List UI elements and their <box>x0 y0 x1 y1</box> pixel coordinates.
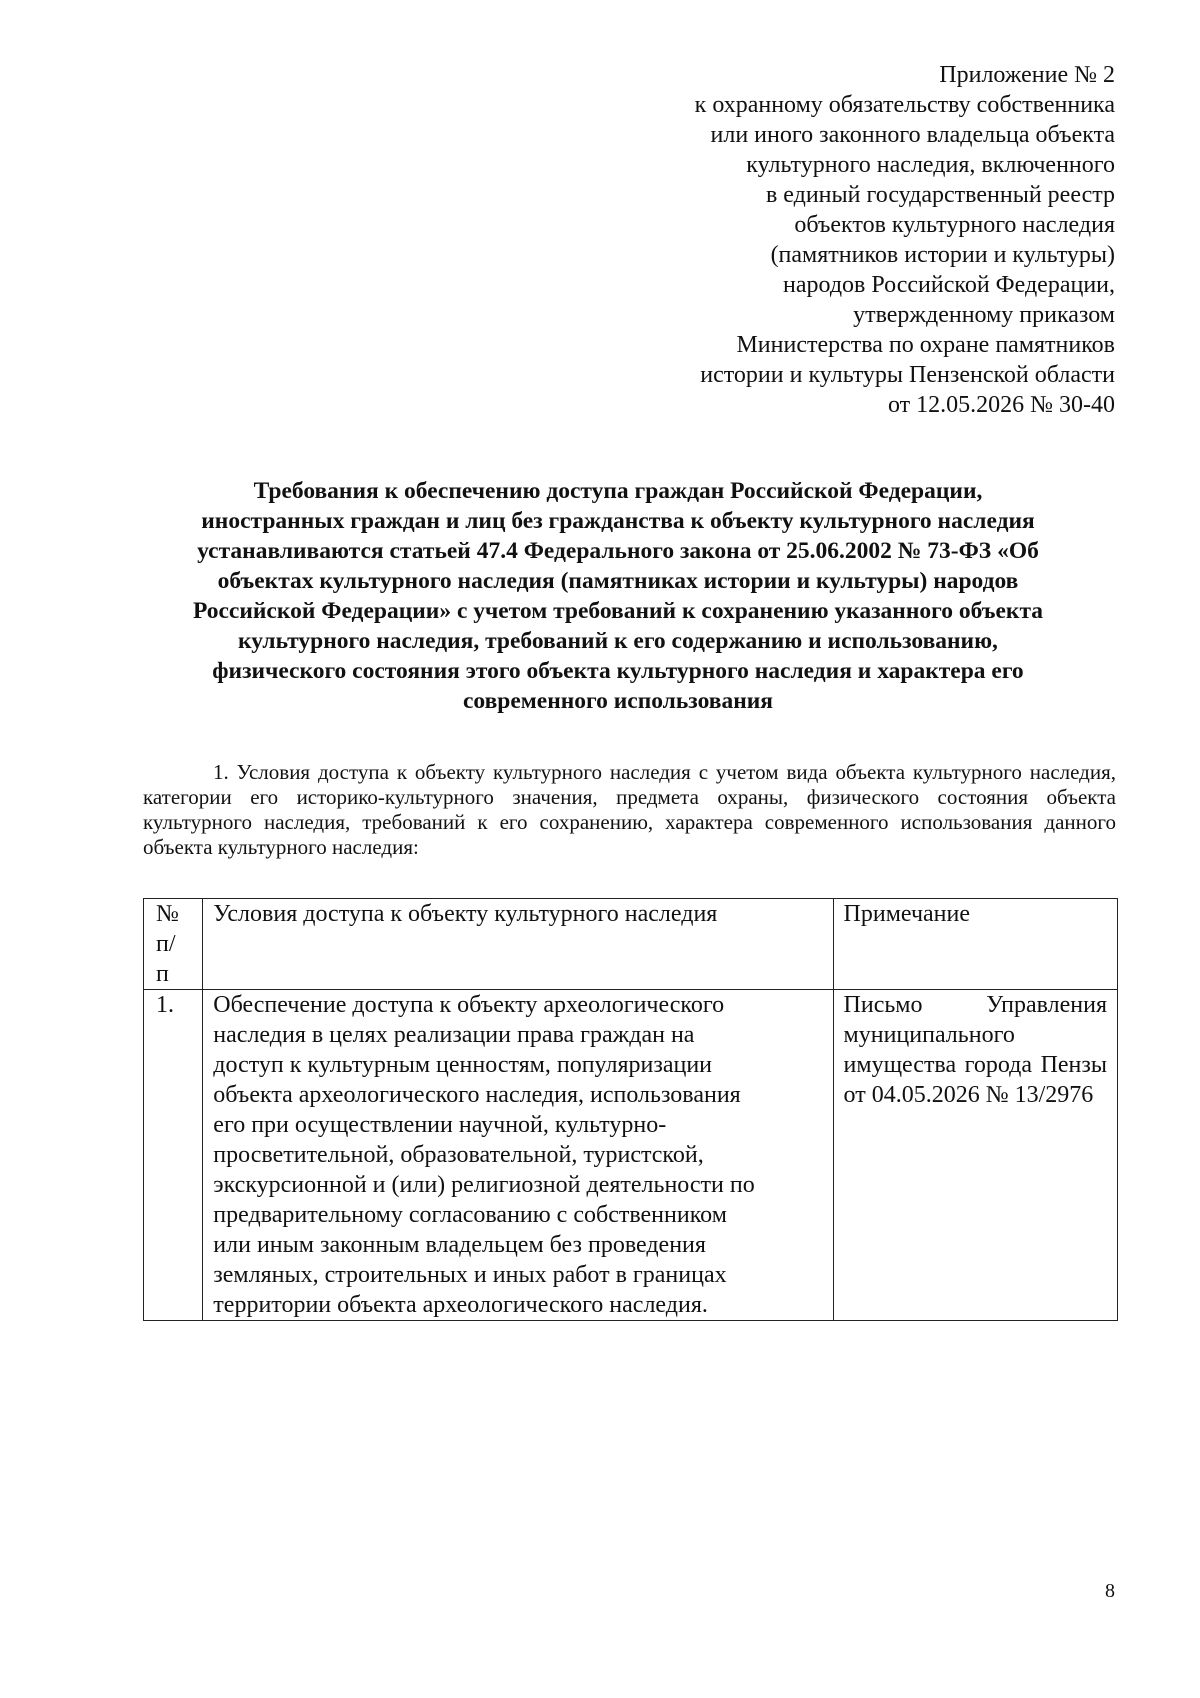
condition-line: территории объекта археологического наследия. <box>213 1292 708 1318</box>
condition-line: земляных, строительных и иных работ в границах <box>213 1262 727 1288</box>
appendix-line: утвержденному приказом <box>853 302 1115 328</box>
table-row <box>144 990 1118 1321</box>
title-line: современного использования <box>462 688 774 714</box>
header-note-cell: Примечание <box>833 899 1117 990</box>
title-line: Российской Федерации» с учетом требований к сохранению указанного объекта <box>192 598 1044 624</box>
note-text: Письмо Управления муниципального имущества города Пензы от 04.05.2026 № 13/2976 <box>843 992 1107 1108</box>
paragraph-text: 1. Условия доступа к объекту культурного наследия с учетом вида объекта культурного наследия, категории его историко-культурного значения, предмета охраны, физического состояния объекта культурного наследия, требований к его сохранению, характера современного использования данного объекта культурного наследия: <box>143 760 1116 859</box>
access-conditions-table <box>143 898 1118 1321</box>
appendix-line: к охранному обязательству собственника <box>694 92 1115 118</box>
title-line: Требования к обеспечению доступа граждан Российской Федерации, <box>253 478 983 504</box>
access-conditions-paragraph <box>143 760 1116 860</box>
header-number-line: п <box>156 961 169 987</box>
header-number-line: № <box>156 901 179 927</box>
appendix-line: Министерства по охране памятников <box>736 332 1115 358</box>
title-line: устанавливаются статьей 47.4 Федерального закона от 25.06.2002 № 73-ФЗ «Об <box>197 538 1039 564</box>
table-header-row <box>144 899 1118 990</box>
condition-line: наследия в целях реализации права граждан на <box>213 1022 695 1048</box>
appendix-line: объектов культурного наследия <box>794 212 1115 238</box>
title-line: культурного наследия, требований к его содержанию и использованию, <box>238 628 998 654</box>
condition-line: Обеспечение доступа к объекту археологического <box>213 992 725 1018</box>
appendix-line: от 12.05.2026 № 30-40 <box>887 392 1115 418</box>
header-number-cell <box>144 899 203 990</box>
appendix-line: Приложение № 2 <box>939 62 1115 88</box>
header-conditions-cell: Условия доступа к объекту культурного наследия <box>203 899 833 990</box>
condition-line: объекта археологического наследия, использования <box>213 1082 741 1108</box>
appendix-line: народов Российской Федерации, <box>783 272 1115 298</box>
row-number-cell: 1. <box>144 990 203 1321</box>
condition-line: доступ к культурным ценностям, популяризации <box>213 1052 713 1078</box>
appendix-line: в единый государственный реестр <box>765 182 1115 208</box>
appendix-header <box>495 60 1115 420</box>
condition-line: экскурсионной и (или) религиозной деятельности по <box>213 1172 755 1198</box>
condition-line: или иным законным владельцем без проведения <box>213 1232 706 1258</box>
header-number-line: п/ <box>156 931 176 957</box>
title-line: объектах культурного наследия (памятниках истории и культуры) народов <box>217 568 1019 594</box>
appendix-line: или иного законного владельца объекта <box>710 122 1115 148</box>
title-line: иностранных граждан и лиц без гражданства к объекту культурного наследия <box>201 508 1035 534</box>
condition-line: просветительной, образовательной, туристской, <box>213 1142 704 1168</box>
page-number: 8 <box>1105 1580 1115 1602</box>
title-line: физического состояния этого объекта культурного наследия и характера его <box>212 658 1024 684</box>
appendix-line: культурного наследия, включенного <box>746 152 1115 178</box>
condition-line: его при осуществлении научной, культурно- <box>213 1112 667 1138</box>
document-title <box>120 476 1116 716</box>
condition-line: предварительному согласованию с собственником <box>213 1202 727 1228</box>
appendix-line: истории и культуры Пензенской области <box>700 362 1115 388</box>
row-condition-cell <box>203 990 833 1321</box>
appendix-line: (памятников истории и культуры) <box>770 242 1115 268</box>
row-note-cell <box>833 990 1117 1321</box>
